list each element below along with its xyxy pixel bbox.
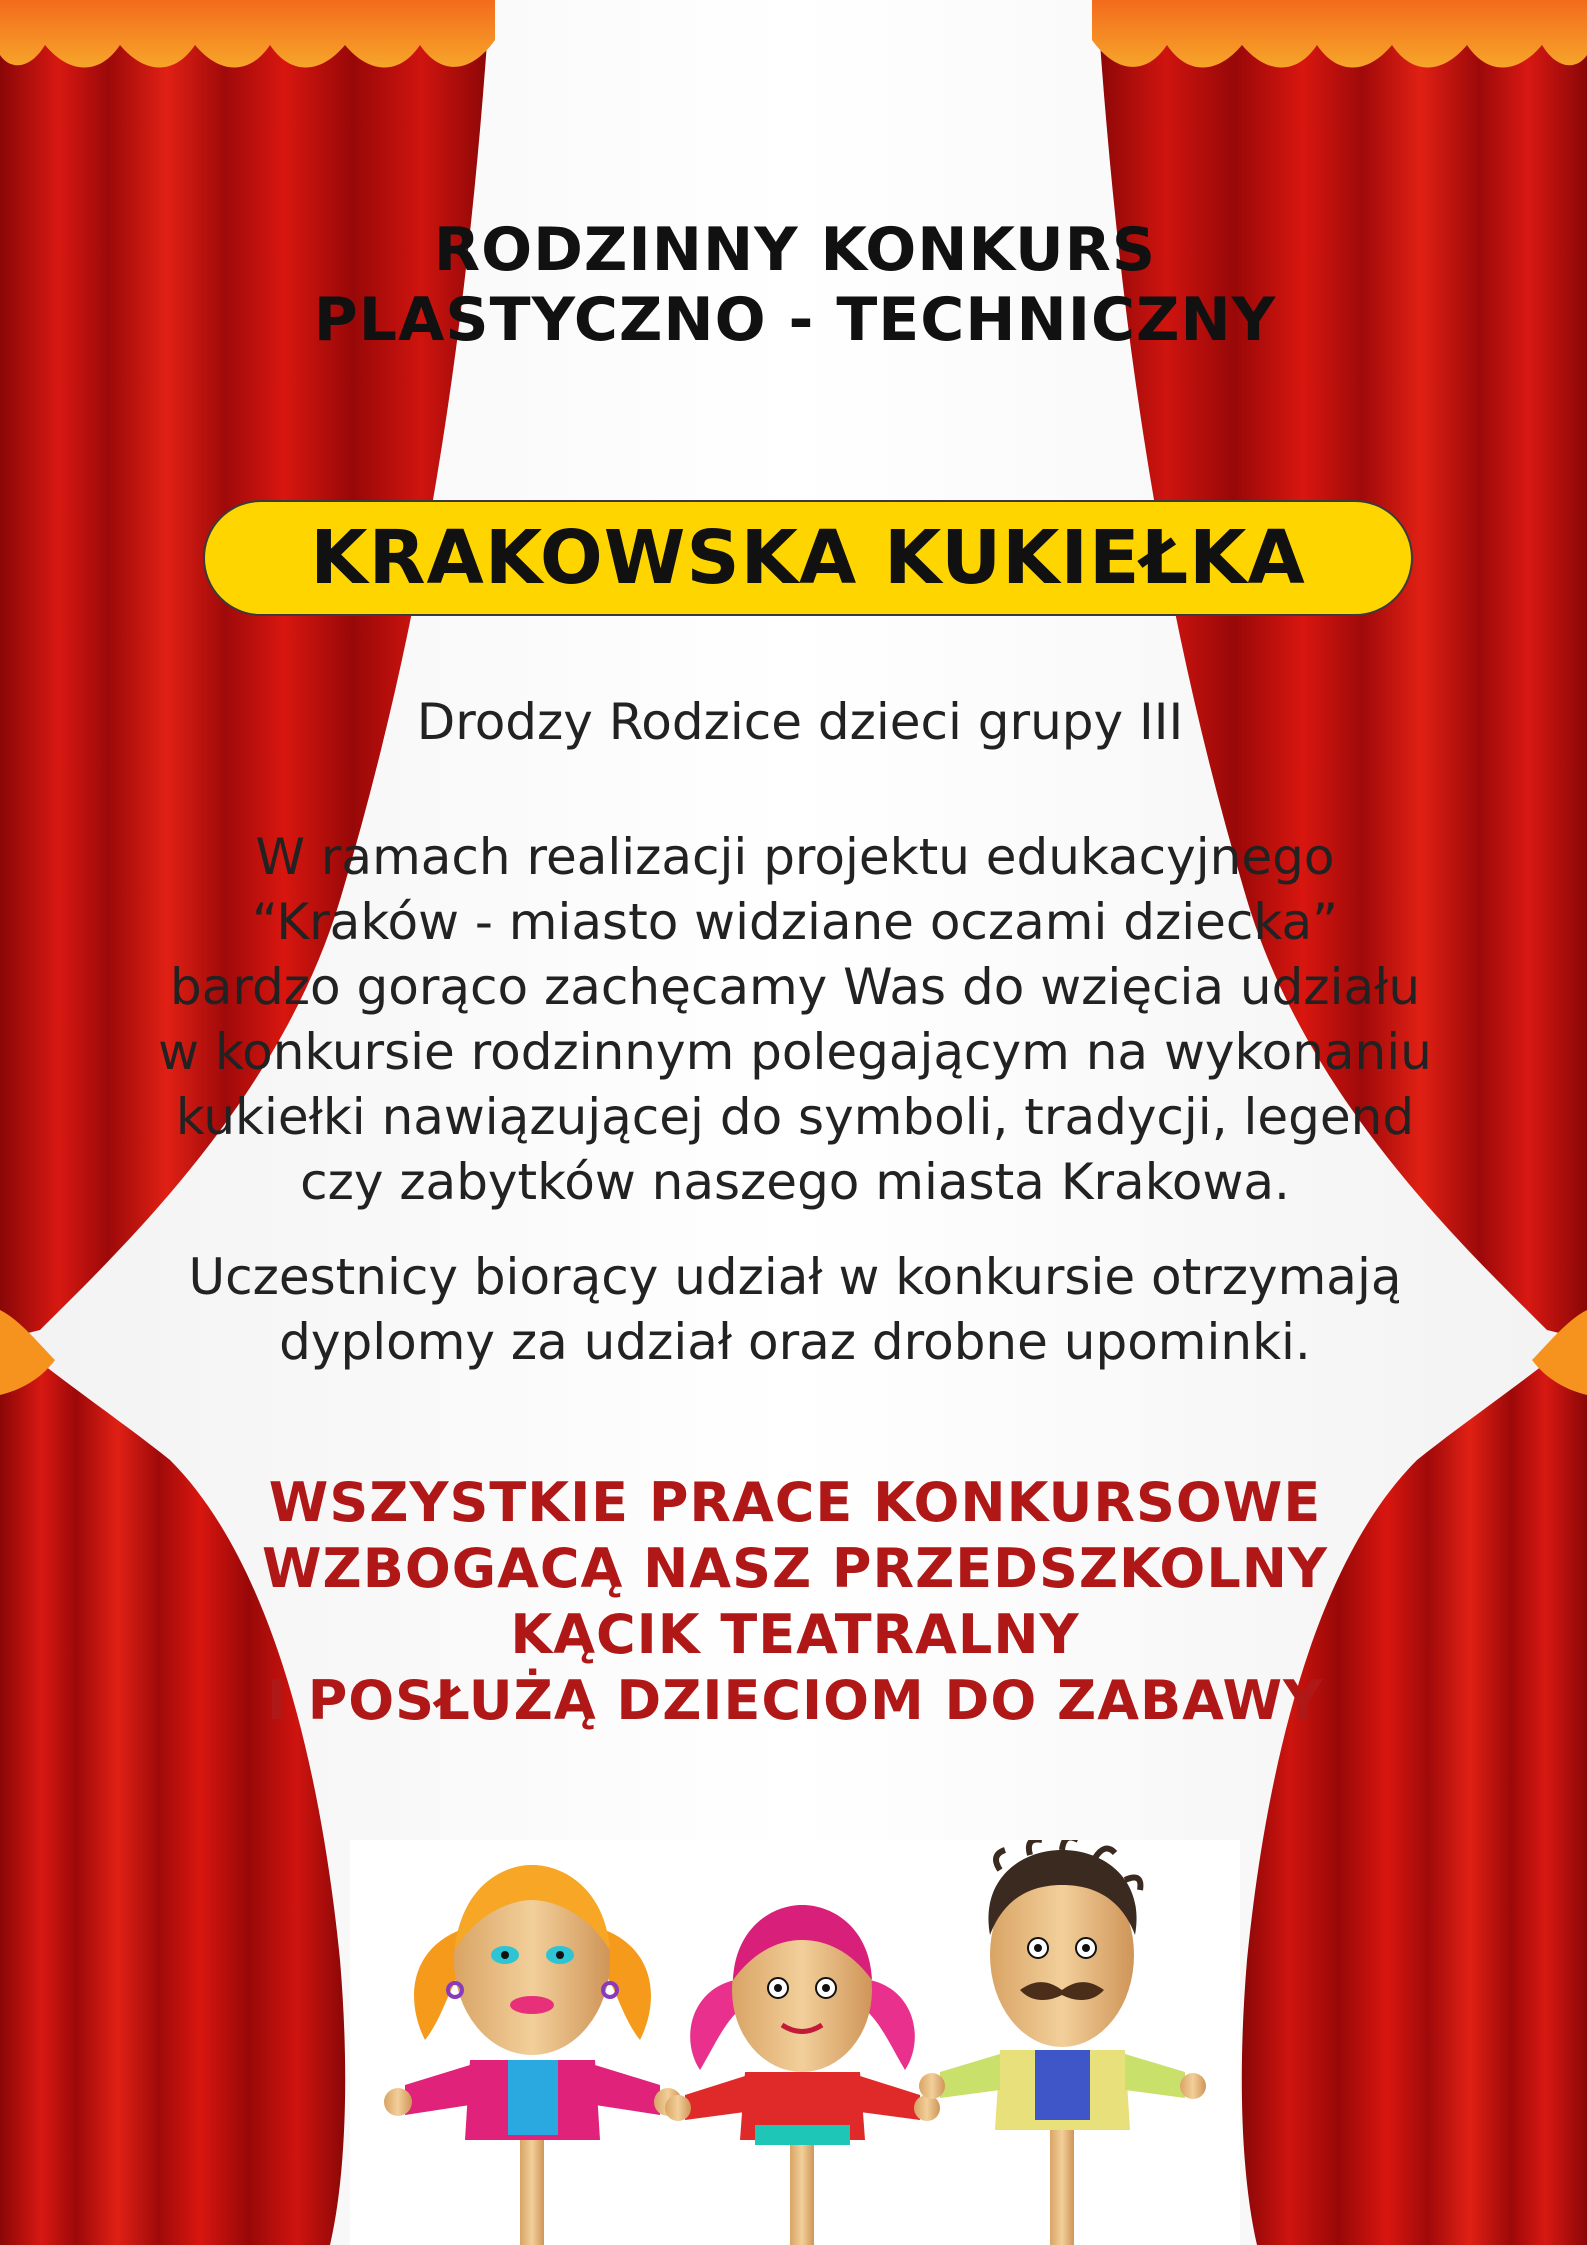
paragraph-line: “Kraków - miasto widziane oczami dziecka” <box>251 893 1339 951</box>
banner-pill <box>203 500 1413 616</box>
spoon-puppets-illustration <box>350 1840 1240 2245</box>
prizes-paragraph <box>130 1245 1460 1375</box>
banner-text: KRAKOWSKA KUKIEŁKA <box>310 515 1306 601</box>
closing-line: I POSŁUŻĄ DZIECIOM DO ZABAWY <box>266 1669 1324 1732</box>
poster-title <box>250 215 1340 355</box>
closing-statement <box>200 1470 1390 1734</box>
paragraph-line: bardzo gorąco zachęcamy Was do wzięcia udziału <box>169 958 1421 1016</box>
paragraph-line: W ramach realizacji projektu edukacyjnego <box>255 828 1335 886</box>
title-line: PLASTYCZNO - TECHNICZNY <box>313 285 1277 355</box>
paragraph-line: dyplomy za udział oraz drobne upominki. <box>279 1313 1311 1371</box>
closing-line: WZBOGACĄ NASZ PRZEDSZKOLNY <box>261 1537 1329 1600</box>
closing-line: WSZYSTKIE PRACE KONKURSOWE <box>268 1471 1322 1534</box>
paragraph-line: czy zabytków naszego miasta Krakowa. <box>300 1153 1290 1211</box>
paragraph-line: kukiełki nawiązującej do symboli, tradycji, legend <box>175 1088 1415 1146</box>
invitation-paragraph <box>95 825 1495 1215</box>
paragraph-line: w konkursie rodzinnym polegającym na wykonaniu <box>158 1023 1432 1081</box>
title-line: RODZINNY KONKURS <box>433 215 1157 285</box>
closing-line: KĄCIK TEATRALNY <box>510 1603 1080 1666</box>
greeting: Drodzy Rodzice dzieci grupy III <box>416 693 1184 751</box>
paragraph-line: Uczestnicy biorący udział w konkursie otrzymają <box>188 1248 1402 1306</box>
